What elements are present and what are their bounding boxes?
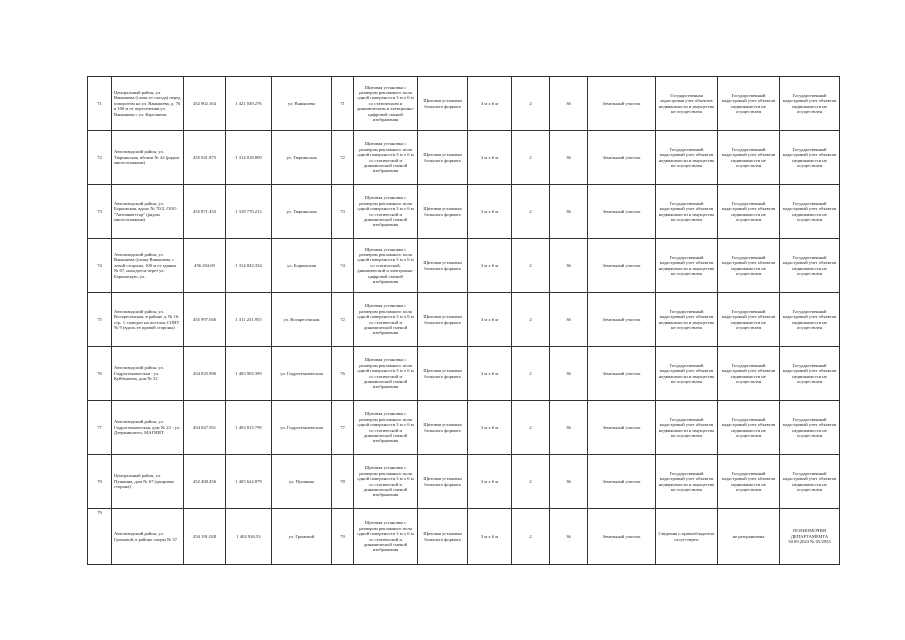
description-cell: Щитовая установка с размером рекламного поля одной поверхности 3 м х 6 м со статической и динамической сменой изображения [354,347,418,401]
owner-status-2-cell: не разграничена [718,509,780,565]
table-row [88,455,840,509]
street-cell: ул. Громовой [272,509,332,565]
owner-status-3-cell: Государственный кадастровый учет объектов недвижимости не осуществлен [780,131,840,185]
owner-status-1-cell: Государственный кадастровый учет объектов недвижимости и имущества не осуществлен [656,131,718,185]
street-cell: ул. Тюриньская [272,131,332,185]
owner-status-2-cell: Государственный кадастровый учет объектов недвижимости не осуществлен [718,401,780,455]
type-cell: Щитовая установка большого формата [418,509,468,565]
coordinate-x-cell: 456 294.69 [184,239,226,293]
owner-status-3-cell: Государственный кадастровый учет объектов недвижимости не осуществлен [780,293,840,347]
owner-status-1-cell: Государственный кадастровый учет объектов недвижимости и имущества не осуществлен [656,185,718,239]
coordinate-y-cell: 1 403 903.399 [226,347,272,401]
code-cell: 76 [332,347,354,401]
description-cell: Щитовая установка с размером рекламного поля одной поверхности 3 м х 6 м со статической и динамической сменой изображения [354,293,418,347]
sides-cell: 2 [512,239,550,293]
table-row [88,239,840,293]
size-cell: 3 м х 6 м [468,347,512,401]
owner-status-2-cell: Государственный кадастровый учет объектов недвижимости не осуществлен [718,239,780,293]
row-number: 77 [88,401,112,455]
land-cell: Земельный участок [588,185,656,239]
coordinate-y-cell: 1 421 049.276 [226,77,272,131]
row-number: 73 [88,185,112,239]
row-number: 72 [88,131,112,185]
code-cell: 79 [332,509,354,565]
location-cell: Автозаводский район, ул. Гидротехническая - ул. Куйбышева, дом № 32 [112,347,184,401]
sides-cell: 2 [512,347,550,401]
row-number: 76 [88,347,112,401]
area-cell: 36 [550,347,588,401]
area-cell: 36 [550,131,588,185]
table-row [88,347,840,401]
row-number: 71 [88,77,112,131]
location-cell: Автозаводский район, ул. Ванышева (улица Ванышева, с левой стороны, 100 м от здания № 67, находится через ул. Борковскую, ул. [112,239,184,293]
land-cell: Земельный участок [588,239,656,293]
coordinate-x-cell: 454 047.591 [184,401,226,455]
location-cell: Автозаводский район, ул. Тюриньская, вблизи № 42 (рядом многоэтажным) [112,131,184,185]
owner-status-1-cell: Государственный кадастровый учет объектов недвижимости и имущества не осуществлен [656,401,718,455]
table-row [88,509,840,565]
land-cell: Земельный участок [588,293,656,347]
owner-status-1-cell: Государственный кадастровый учет объектов недвижимости и имущества не осуществлен [656,347,718,401]
description-cell: Щитовая установка с размером рекламного поля одной поверхности 3 м х 6 м со статической и динамической сменой изображения [354,509,418,565]
document-page [87,76,839,565]
owner-status-3-cell: Государственный кадастровый учет объектов недвижимости не осуществлен [780,185,840,239]
table-row [88,185,840,239]
type-cell: Щитовая установка большого формата [418,239,468,293]
row-number: 78 [88,455,112,509]
owner-status-1-cell: Сведения о правообладателе отсутствуют [656,509,718,565]
size-cell: 3 м х 6 м [468,455,512,509]
sides-cell: 2 [512,77,550,131]
sides-cell: 2 [512,455,550,509]
owner-status-1-cell: Государственный кадастровый учет объектов недвижимости и имущества не осуществлен [656,239,718,293]
area-cell: 36 [550,293,588,347]
coordinate-x-cell: 455 997.046 [184,293,226,347]
coordinate-x-cell: 452 902.164 [184,77,226,131]
row-number: 79 [88,509,112,565]
owner-status-3-cell: Государственный кадастровый учет объектов недвижимости не осуществлен [780,455,840,509]
area-cell: 36 [550,455,588,509]
sides-cell: 2 [512,509,550,565]
sides-cell: 2 [512,185,550,239]
table-row [88,293,840,347]
area-cell: 36 [550,401,588,455]
coordinate-y-cell: 1 314 843.354 [226,239,272,293]
code-cell: 77 [332,401,354,455]
land-cell: Земельный участок [588,131,656,185]
description-cell: Щитовая установка с размером рекламного поля одной поверхности 3 м х 6 м со статической и динамической сменой изображения [354,131,418,185]
owner-status-3-cell: Государственный кадастровый учет объектов недвижимости не осуществлен [780,401,840,455]
table-row [88,77,840,131]
land-cell: Земельный участок [588,401,656,455]
size-cell: 3 м х 6 м [468,77,512,131]
size-cell: 3 м х 6 м [468,131,512,185]
owner-status-2-cell: Государственный кадастровый учет объектов недвижимости не осуществлен [718,185,780,239]
sides-cell: 2 [512,293,550,347]
sides-cell: 2 [512,131,550,185]
owner-status-1-cell: Государственный кадастровый учет объектов недвижимости и имущества не осуществлен [656,455,718,509]
coordinate-y-cell: 1 314 018.809 [226,131,272,185]
coordinate-x-cell: 452 408.456 [184,455,226,509]
code-cell: 78 [332,455,354,509]
location-cell: Автозаводский район, ул. Борковская, вдоль № 70/2, ООО "Автоинвестор" (рядом многоэтажным) [112,185,184,239]
street-cell: ул. Гидротехническая [272,347,332,401]
coordinate-x-cell: 454 035.996 [184,347,226,401]
owner-status-3-cell: Государственный кадастровый учет объектов недвижимости не осуществлен [780,239,840,293]
description-cell: Щитовая установка с размером рекламного поля одной поверхности 3 м х 6 м со статической и динамической сменой изображения [354,185,418,239]
row-number: 74 [88,239,112,293]
location-cell: Центральный район, ул. Ванышева (слева от съезда) перед поворотом на ул. Ванышева, д. 76 в 100 м от пересечения ул. Ванышева с ул. Карташева [112,77,184,131]
coordinate-y-cell: 1 402 926.53 [226,509,272,565]
street-cell: ул. Пушкина [272,455,332,509]
type-cell: Щитовая установка большого формата [418,455,468,509]
street-cell: ул. Воскресенская [272,293,332,347]
coordinate-y-cell: 1 318 770.213 [226,185,272,239]
owner-status-2-cell: Государственный кадастровый учет объектов недвижимости не осуществлен [718,347,780,401]
description-cell: Щитовая установка с размером рекламного поля одной поверхности 3 м х 6 м со статической, динамической и электронно-цифровой сменой изображения [354,239,418,293]
owner-status-3-cell: ПОЛНОМОЧИЯ ДЕПАРТАМЕНТА 30.09.2024 № 05/2053 [780,509,840,565]
area-cell: 36 [550,185,588,239]
owner-status-2-cell: Государственный кадастровый учет объектов недвижимости не осуществлен [718,293,780,347]
coordinate-y-cell: 1 311 231.955 [226,293,272,347]
coordinate-x-cell: 454 191.028 [184,509,226,565]
owner-status-2-cell: Государственный кадастровый учет объектов недвижимости не осуществлен [718,455,780,509]
type-cell: Щитовая установка большого формата [418,185,468,239]
location-cell: Центральный район, ул. Пушкина, дом № 67 (дворовая сторона) [112,455,184,509]
coordinate-x-cell: 455 871.433 [184,185,226,239]
owner-status-2-cell: Государственный кадастровый учет объектов недвижимости не осуществлен [718,131,780,185]
owner-status-3-cell: Государственный кадастровый учет объектов недвижимости не осуществлен [780,347,840,401]
land-cell: Земельный участок [588,347,656,401]
street-cell: ул. Борковская [272,239,332,293]
type-cell: Щитовая установка большого формата [418,77,468,131]
sides-cell: 2 [512,401,550,455]
code-cell: 73 [332,185,354,239]
land-cell: Земельный участок [588,77,656,131]
coordinate-x-cell: 455 041.875 [184,131,226,185]
size-cell: 3 м х 6 м [468,401,512,455]
owner-status-1-cell: Государственная кадастровая учет объектов недвижимости и имущества не осуществлен [656,77,718,131]
size-cell: 3 м х 6 м [468,509,512,565]
code-cell: 72 [332,131,354,185]
owner-status-2-cell: Государственный кадастровый учет объектов недвижимости не осуществлен [718,77,780,131]
type-cell: Щитовая установка большого формата [418,401,468,455]
code-cell: 74 [332,239,354,293]
land-cell: Земельный участок [588,455,656,509]
ad-placement-table [87,76,840,565]
table-row [88,401,840,455]
description-cell: Щитовая установка с размером рекламного поля одной поверхности 3 м х 6 м со статическим и динамическим и электронно-цифровой сменой изображения [354,77,418,131]
code-cell: 72 [332,293,354,347]
location-cell: Автозаводский район, ул. Воскресенская, в районе д. № 16, стр. 1, поворот на поселок СОНТ № 9 (вдоль ее правой стороны) [112,293,184,347]
street-cell: ул. Ванышева [272,77,332,131]
owner-status-1-cell: Государственный кадастровый учет объектов недвижимости и имущества не осуществлен [656,293,718,347]
description-cell: Щитовая установка с размером рекламного поля одной поверхности 3 м х 6 м со статической и динамической сменой изображения [354,401,418,455]
coordinate-y-cell: 1 403 813.799 [226,401,272,455]
street-cell: ул. Гидротехническая [272,401,332,455]
description-cell: Щитовая установка с размером рекламного поля одной поверхности 3 м х 6 м со статической и динамической сменой изображения [354,455,418,509]
table-row [88,131,840,185]
type-cell: Щитовая установка большого формата [418,131,468,185]
size-cell: 3 м х 6 м [468,293,512,347]
coordinate-y-cell: 1 405 624.879 [226,455,272,509]
area-cell: 36 [550,77,588,131]
type-cell: Щитовая установка большого формата [418,347,468,401]
location-cell: Автозаводский район, ул. Громовой, в районе опоры № 37 [112,509,184,565]
area-cell: 36 [550,239,588,293]
size-cell: 3 м х 6 м [468,239,512,293]
code-cell: 71 [332,77,354,131]
area-cell: 36 [550,509,588,565]
land-cell: Земельный участок [588,509,656,565]
type-cell: Щитовая установка большого формата [418,293,468,347]
street-cell: ул. Тюриньская [272,185,332,239]
row-number: 75 [88,293,112,347]
size-cell: 3 м х 6 м [468,185,512,239]
location-cell: Автозаводский район, ул. Гидротехническая, дом № 23 - ул. Дзержинского, МАГНИТ [112,401,184,455]
owner-status-3-cell: Государственный кадастровый учет объектов недвижимости не осуществлен [780,77,840,131]
